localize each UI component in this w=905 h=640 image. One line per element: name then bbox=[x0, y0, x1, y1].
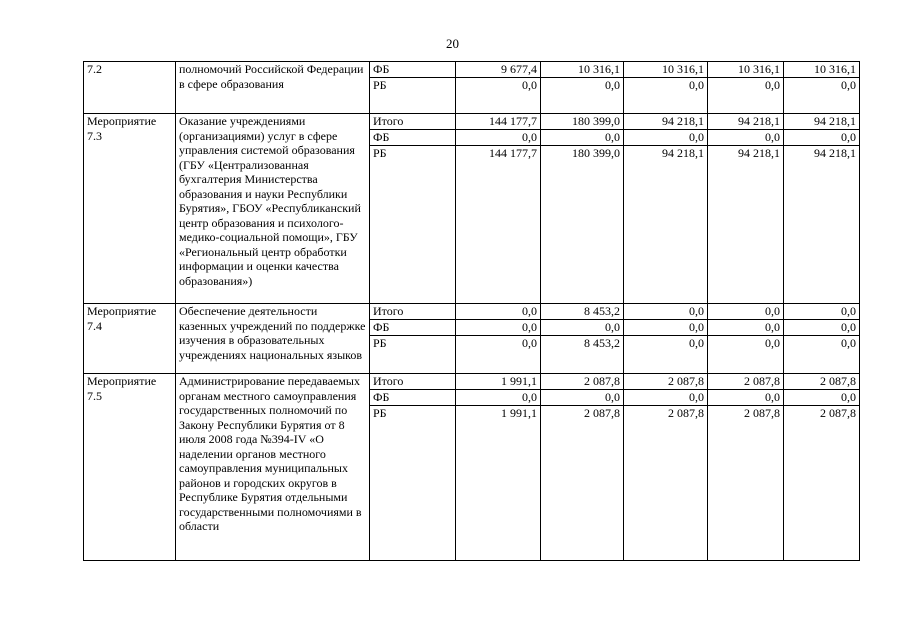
amount-cell: 94 218,1 bbox=[708, 114, 784, 130]
activity-description: Администрирование передаваемых органам местного самоуправления государственных полномочий по Закону Республики Бурятия от 8 июля 2008 года №394-IV «О наделении органов местного самоуправления муниципальных районов и городских округов в Республике Бурятия отдельными государственными полномочиями в области bbox=[176, 374, 370, 561]
amount-cell: 0,0 bbox=[708, 304, 784, 320]
amount-cell: 180 399,0 bbox=[541, 114, 624, 130]
amount-cell: 0,0 bbox=[456, 304, 541, 320]
amount-cell: 2 087,8 bbox=[541, 406, 624, 561]
amount-cell: 8 453,2 bbox=[541, 304, 624, 320]
amount-cell: 0,0 bbox=[708, 78, 784, 114]
amount-cell: 0,0 bbox=[456, 336, 541, 374]
amount-cell: 2 087,8 bbox=[784, 406, 860, 561]
amount-cell: 0,0 bbox=[456, 78, 541, 114]
table-row bbox=[84, 304, 860, 320]
amount-cell: 0,0 bbox=[624, 390, 708, 406]
funding-source: РБ bbox=[370, 78, 456, 114]
amount-cell: 0,0 bbox=[456, 390, 541, 406]
amount-cell: 10 316,1 bbox=[784, 62, 860, 78]
amount-cell: 180 399,0 bbox=[541, 146, 624, 304]
table-body bbox=[84, 62, 860, 561]
funding-source: Итого bbox=[370, 374, 456, 390]
table-row bbox=[84, 62, 860, 78]
amount-cell: 144 177,7 bbox=[456, 114, 541, 130]
activity-description: полномочий Российской Федерации в сфере образования bbox=[176, 62, 370, 114]
amount-cell: 94 218,1 bbox=[784, 114, 860, 130]
funding-source: РБ bbox=[370, 406, 456, 561]
amount-cell: 144 177,7 bbox=[456, 146, 541, 304]
amount-cell: 0,0 bbox=[708, 130, 784, 146]
amount-cell: 1 991,1 bbox=[456, 406, 541, 561]
funding-source: Итого bbox=[370, 304, 456, 320]
amount-cell: 0,0 bbox=[784, 130, 860, 146]
amount-cell: 2 087,8 bbox=[784, 374, 860, 390]
amount-cell: 10 316,1 bbox=[624, 62, 708, 78]
funding-source: ФБ bbox=[370, 320, 456, 336]
amount-cell: 2 087,8 bbox=[708, 374, 784, 390]
activity-code: Мероприятие 7.3 bbox=[84, 114, 176, 304]
activity-code: 7.2 bbox=[84, 62, 176, 114]
amount-cell: 2 087,8 bbox=[708, 406, 784, 561]
amount-cell: 94 218,1 bbox=[624, 114, 708, 130]
amount-cell: 94 218,1 bbox=[784, 146, 860, 304]
table-row bbox=[84, 114, 860, 130]
amount-cell: 0,0 bbox=[541, 78, 624, 114]
funding-source: РБ bbox=[370, 146, 456, 304]
activity-code: Мероприятие 7.5 bbox=[84, 374, 176, 561]
amount-cell: 1 991,1 bbox=[456, 374, 541, 390]
amount-cell: 0,0 bbox=[784, 304, 860, 320]
amount-cell: 0,0 bbox=[541, 130, 624, 146]
funding-source: Итого bbox=[370, 114, 456, 130]
amount-cell: 0,0 bbox=[784, 336, 860, 374]
budget-table bbox=[83, 61, 860, 561]
amount-cell: 0,0 bbox=[708, 336, 784, 374]
amount-cell: 94 218,1 bbox=[624, 146, 708, 304]
amount-cell: 94 218,1 bbox=[708, 146, 784, 304]
amount-cell: 2 087,8 bbox=[541, 374, 624, 390]
amount-cell: 9 677,4 bbox=[456, 62, 541, 78]
table-row bbox=[84, 374, 860, 390]
page-number: 20 bbox=[446, 36, 459, 51]
amount-cell: 0,0 bbox=[624, 78, 708, 114]
amount-cell: 0,0 bbox=[708, 320, 784, 336]
amount-cell: 8 453,2 bbox=[541, 336, 624, 374]
funding-source: ФБ bbox=[370, 62, 456, 78]
amount-cell: 0,0 bbox=[708, 390, 784, 406]
activity-description: Оказание учреждениями (организациями) услуг в сфере управления системой образования (ГБУ «Централизованная бухгалтерия Министерства образования и науки Республики Бурятия», ГБОУ «Республиканский центр образования и психолого-медико-социальной помощи», ГБУ «Региональный центр обработки информации и оценки качества образования») bbox=[176, 114, 370, 304]
funding-source: РБ bbox=[370, 336, 456, 374]
amount-cell: 10 316,1 bbox=[541, 62, 624, 78]
amount-cell: 0,0 bbox=[456, 130, 541, 146]
amount-cell: 0,0 bbox=[624, 130, 708, 146]
activity-code: Мероприятие 7.4 bbox=[84, 304, 176, 374]
amount-cell: 0,0 bbox=[541, 390, 624, 406]
amount-cell: 0,0 bbox=[456, 320, 541, 336]
amount-cell: 2 087,8 bbox=[624, 406, 708, 561]
amount-cell: 0,0 bbox=[624, 336, 708, 374]
amount-cell: 0,0 bbox=[624, 320, 708, 336]
amount-cell: 0,0 bbox=[784, 320, 860, 336]
activity-description: Обеспечение деятельности казенных учреждений по поддержке изучения в образовательных учреждениях национальных языков bbox=[176, 304, 370, 374]
amount-cell: 10 316,1 bbox=[708, 62, 784, 78]
amount-cell: 0,0 bbox=[784, 78, 860, 114]
amount-cell: 0,0 bbox=[624, 304, 708, 320]
funding-source: ФБ bbox=[370, 390, 456, 406]
amount-cell: 2 087,8 bbox=[624, 374, 708, 390]
funding-source: ФБ bbox=[370, 130, 456, 146]
amount-cell: 0,0 bbox=[541, 320, 624, 336]
amount-cell: 0,0 bbox=[784, 390, 860, 406]
